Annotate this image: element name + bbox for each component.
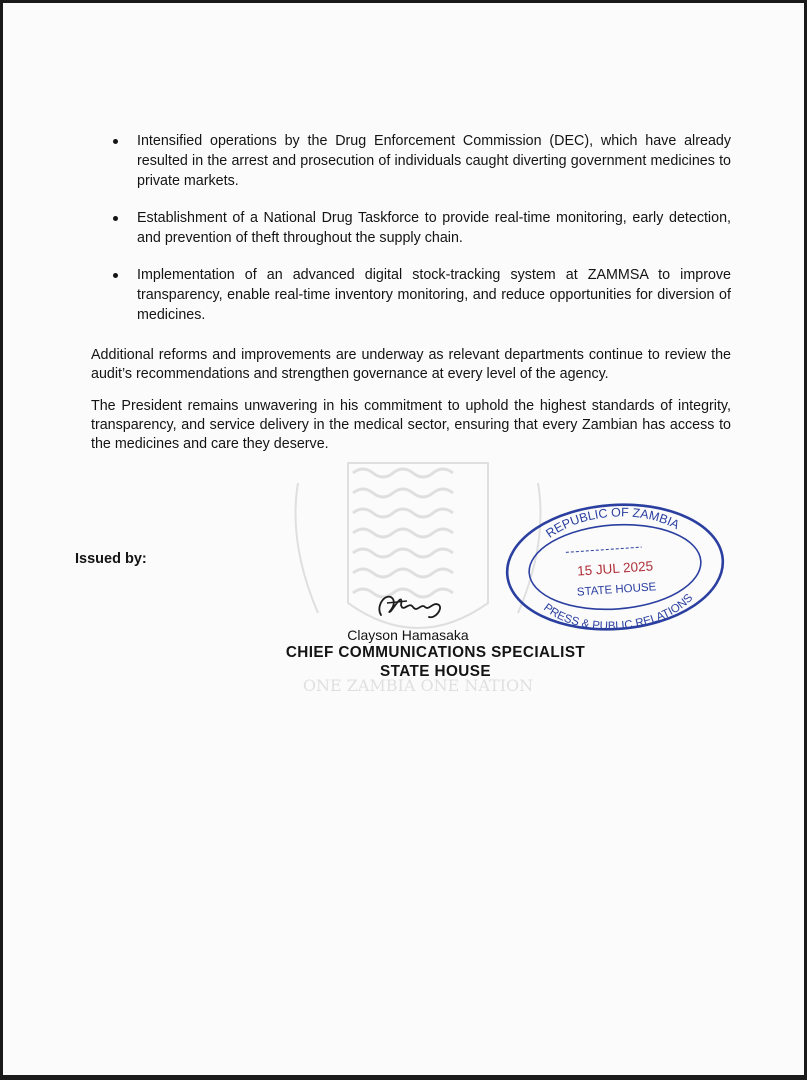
stamp-top-text: REPUBLIC OF ZAMBIA xyxy=(543,505,682,541)
stamp-date: 15 JUL 2025 xyxy=(576,558,654,579)
paragraph-reforms: Additional reforms and improvements are underway as relevant departments continue to review the audit’s recommendations and strengthen governance at every level of the agency. xyxy=(91,347,731,382)
list-item: Establishment of a National Drug Taskforce to provide real-time monitoring, early detection, and prevention of theft throughout the supply chain. xyxy=(91,208,731,248)
signature xyxy=(373,585,463,625)
stamp-bottom-text: PRESS & PUBLIC RELATIONS xyxy=(541,592,696,633)
measures-list xyxy=(91,131,731,342)
stamp-office: STATE HOUSE xyxy=(576,581,657,599)
list-item: Implementation of an advanced digital stock-tracking system at ZAMMSA to improve transparency, enable real-time inventory monitoring, and reduce opportunities for diversion of medicines. xyxy=(91,265,731,325)
bullet-icon xyxy=(113,273,118,278)
bullet-icon xyxy=(113,139,118,144)
signatory-office: STATE HOUSE xyxy=(380,663,491,680)
list-item: Intensified operations by the Drug Enforcement Commission (DEC), which have already resulted in the arrest and prosecution of individuals caught diverting government medicines to private markets. xyxy=(91,131,731,191)
official-stamp xyxy=(503,501,728,633)
svg-text:ONE ZAMBIA ONE NATION: ONE ZAMBIA ONE NATION xyxy=(302,676,534,695)
signatory-title: CHIEF COMMUNICATIONS SPECIALIST xyxy=(285,644,586,661)
issued-by-label: Issued by: xyxy=(75,551,147,567)
signatory-name: Clayson Hamasaka xyxy=(347,627,469,643)
signature-block xyxy=(203,627,668,681)
bullet-icon xyxy=(113,216,118,221)
document-page xyxy=(3,3,804,1075)
paragraph-commitment: The President remains unwavering in his commitment to uphold the highest standards of integrity, transparency, and service delivery in the medical sector, ensuring that every Zambian has access to the medicines and care they deserve. xyxy=(91,398,731,452)
